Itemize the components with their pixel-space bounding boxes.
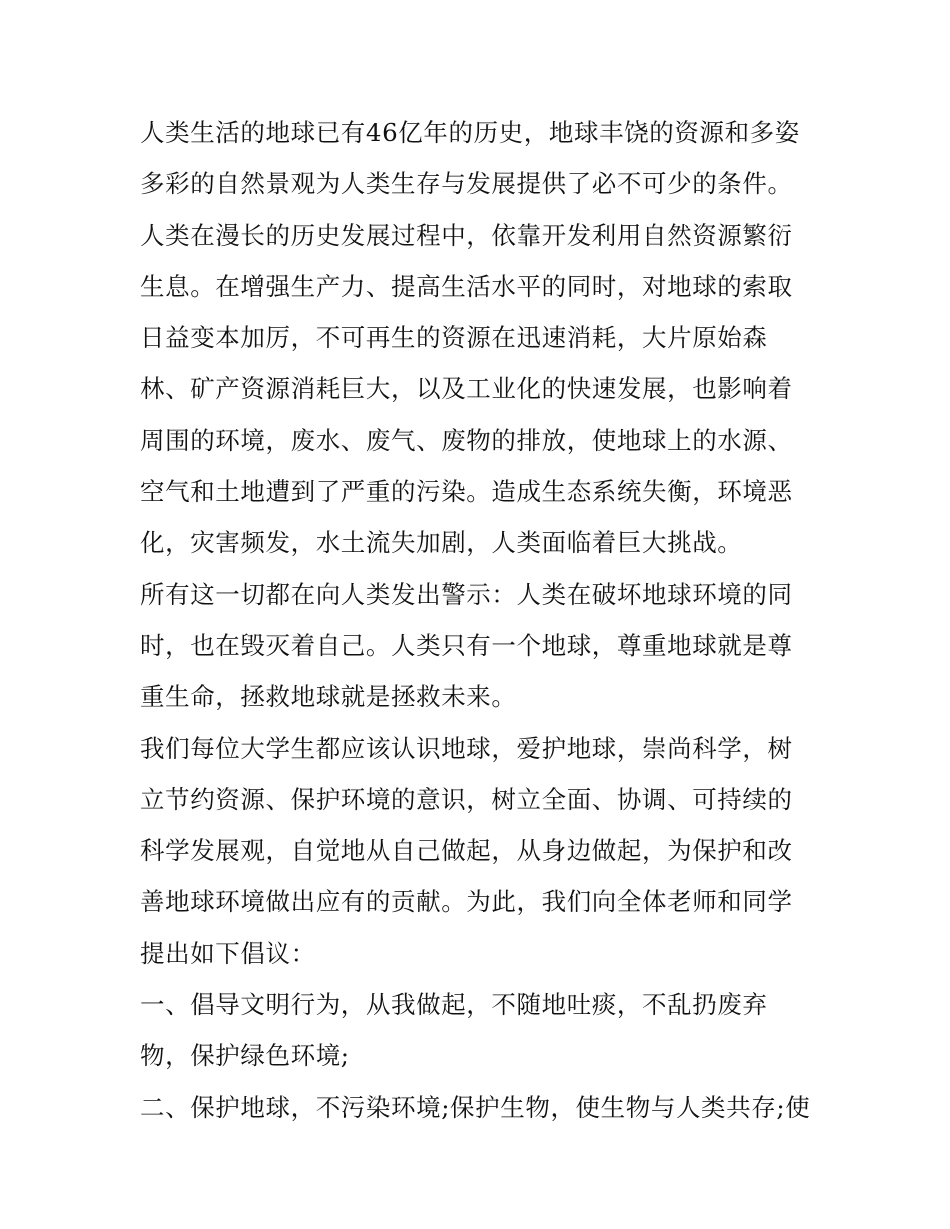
paragraph-intro: 人类生活的地球已有46亿年的历史，地球丰饶的资源和多姿多彩的自然景观为人类生存与发展提供了必不可少的条件。人类在漫长的历史发展过程中，依靠开发利用自然资源繁衍生息。在增强生产力、提高生活水平的同时，对地球的索取日益变本加厉，不可再生的资源在迅速消耗，大片原始森林、矿产资源消耗巨大，以及工业化的快速发展，也影响着周围的环境，废水、废气、废物的排放，使地球上的水源、空气和土地遭到了严重的污染。造成生态系统失衡，环境恶化，灾害频发，水土流失加剧，人类面临着巨大挑战。 bbox=[140, 118, 800, 558]
document-body bbox=[140, 107, 815, 1133]
paragraph-proposal-1: 一、倡导文明行为，从我做起，不随地吐痰，不乱扔废弃物，保护绿色环境; bbox=[140, 990, 768, 1071]
paragraph-proposal-2: 二、保护地球，不污染环境;保护生物，使生物与人类共存;使 bbox=[140, 1092, 811, 1122]
paragraph-warning: 所有这一切都在向人类发出警示：人类在破坏地球环境的同时，也在毁灭着自己。人类只有一个地球，尊重地球就是尊重生命，拯救地球就是拯救未来。 bbox=[140, 579, 793, 712]
paragraph-call-to-action: 我们每位大学生都应该认识地球，爱护地球，崇尚科学，树立节约资源、保护环境的意识，树立全面、协调、可持续的科学发展观，自觉地从自己做起，从身边做起，为保护和改善地球环境做出应有的贡献。为此，我们向全体老师和同学提出如下倡议： bbox=[140, 733, 793, 968]
